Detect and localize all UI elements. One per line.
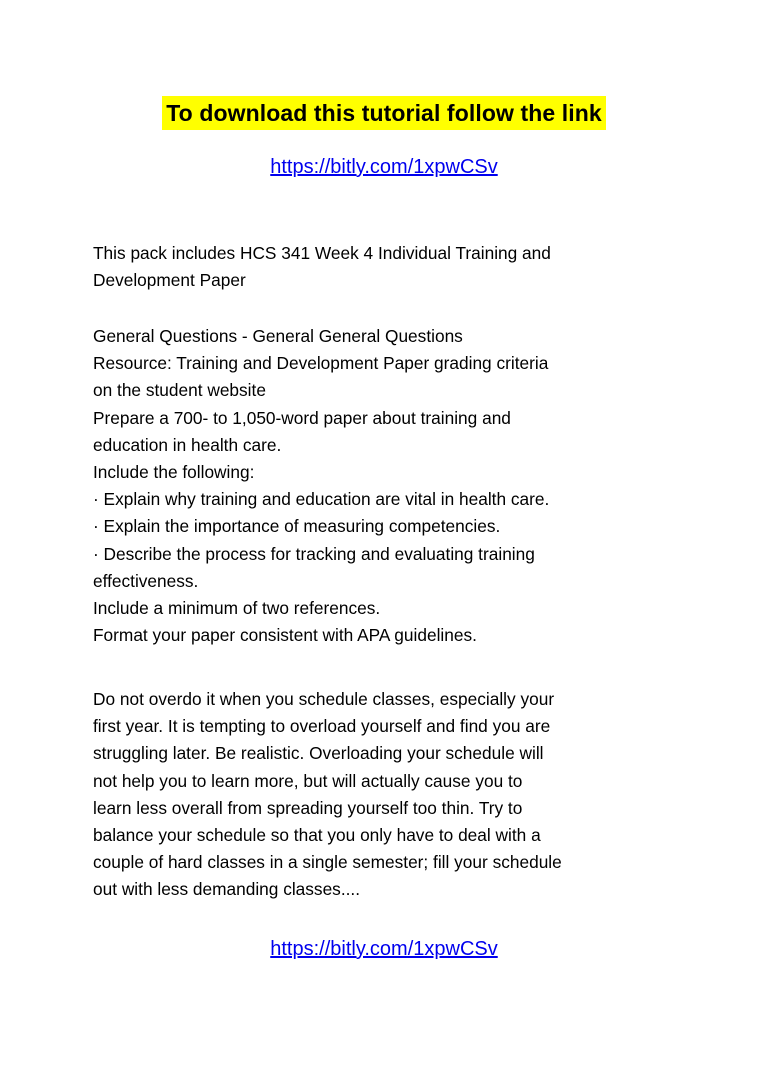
assignment-paragraph	[93, 323, 693, 649]
assignment-line: Prepare a 700- to 1,050-word paper about training and	[93, 407, 511, 428]
assignment-line: General Questions - General General Questions	[93, 326, 463, 346]
assignment-line: Include a minimum of two references.	[93, 597, 381, 618]
assignment-line: Resource: Training and Development Paper grading criteria	[93, 353, 549, 374]
intro-paragraph	[93, 240, 693, 294]
advice-line: couple of hard classes in a single semester; fill your schedule	[93, 852, 562, 873]
bullet-item: · Explain the importance of measuring competencies.	[93, 516, 501, 537]
advice-line: not help you to learn more, but will actually cause you to	[93, 770, 523, 791]
advice-line: out with less demanding classes....	[93, 879, 361, 900]
advice-paragraph	[93, 686, 693, 904]
bullet-item: · Explain why training and education are vital in health care.	[93, 489, 550, 510]
link-top-container	[0, 153, 768, 181]
advice-line: struggling later. Be realistic. Overloading your schedule will	[93, 743, 544, 764]
assignment-line: Include the following:	[93, 461, 255, 482]
download-title: To download this tutorial follow the link	[162, 96, 606, 130]
assignment-line: on the student website	[93, 380, 266, 401]
assignment-line: Format your paper consistent with APA guidelines.	[93, 625, 477, 646]
title-container	[0, 96, 768, 130]
download-link-top[interactable]: https://bitly.com/1xpwCSv	[270, 156, 498, 178]
assignment-line: education in health care.	[93, 434, 282, 455]
advice-line: Do not overdo it when you schedule classes, especially your	[93, 689, 555, 709]
intro-line: This pack includes HCS 341 Week 4 Individual Training and	[93, 243, 551, 263]
advice-line: balance your schedule so that you only have to deal with a	[93, 824, 541, 845]
assignment-line: effectiveness.	[93, 570, 199, 591]
advice-line: learn less overall from spreading yourself too thin. Try to	[93, 797, 523, 818]
link-bottom-container	[0, 935, 768, 963]
bullet-item: · Describe the process for tracking and evaluating training	[93, 543, 535, 564]
download-link-bottom[interactable]: https://bitly.com/1xpwCSv	[270, 938, 498, 960]
advice-line: first year. It is tempting to overload yourself and find you are	[93, 716, 551, 737]
intro-line: Development Paper	[93, 270, 246, 291]
